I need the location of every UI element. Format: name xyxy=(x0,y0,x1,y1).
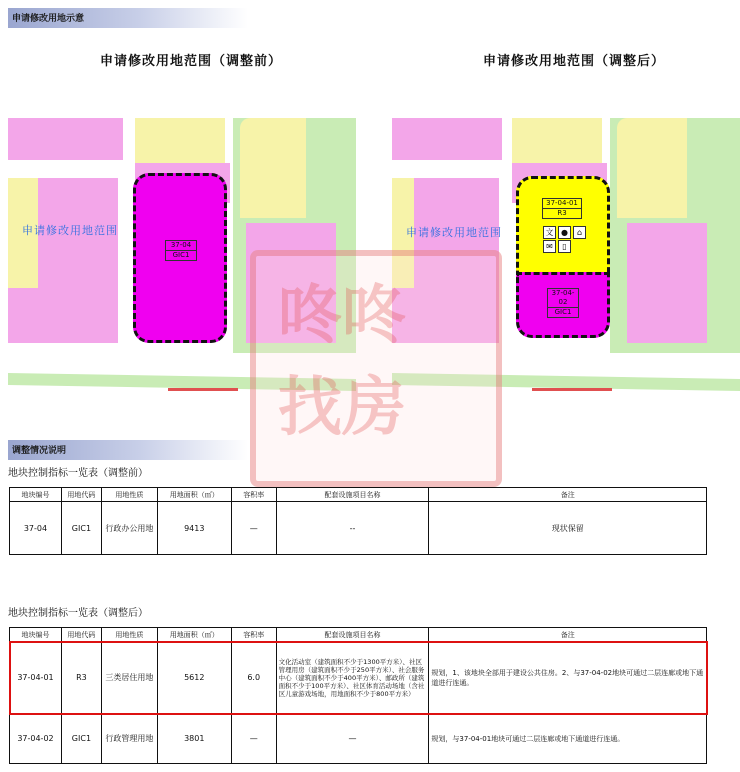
cell: — xyxy=(276,714,429,764)
th-land-nature: 用地性质 xyxy=(101,628,157,642)
table-header-row xyxy=(10,628,707,642)
cell: — xyxy=(231,502,276,555)
th-facilities: 配套设施项目名称 xyxy=(276,628,429,642)
cell: 三类居住用地 xyxy=(101,642,157,714)
cell: -- xyxy=(276,502,429,555)
cell: GIC1 xyxy=(61,714,101,764)
th-area: 用地面积（㎡） xyxy=(157,488,231,502)
cell: 行政管理用地 xyxy=(101,714,157,764)
plot-tag-before xyxy=(165,240,197,261)
cell: 规划，与37-04-01地块可通过二层连廊或地下通道进行连通。 xyxy=(429,714,707,764)
th-land-code: 用地代码 xyxy=(61,488,101,502)
cell: R3 xyxy=(61,642,101,714)
cell: — xyxy=(231,714,276,764)
watermark xyxy=(250,250,502,487)
watermark-line1: 咚咚 xyxy=(278,279,406,353)
th-land-nature: 用地性质 xyxy=(101,488,157,502)
plot-code: GIC1 xyxy=(166,250,196,260)
watermark-line2: 找房 xyxy=(278,371,406,445)
cell: GIC1 xyxy=(61,502,101,555)
th-remarks: 备注 xyxy=(429,628,707,642)
plot-id: 37-04 xyxy=(170,241,192,249)
culture-icon: 文 xyxy=(543,226,556,239)
table-header-row xyxy=(10,488,707,502)
section-title-1: 申请修改用地示意 xyxy=(12,14,85,24)
th-plot-id: 地块编号 xyxy=(10,628,62,642)
cell: 现状保留 xyxy=(429,502,707,555)
plot-b-id: 37-04-02 xyxy=(551,289,575,306)
mail-icon: ✉ xyxy=(543,240,556,253)
plot-tag-b xyxy=(547,288,579,318)
sport-icon: ▯ xyxy=(558,240,571,253)
plot-a-code: R3 xyxy=(543,208,581,218)
map-after-title: 申请修改用地范围（调整后） xyxy=(483,54,666,69)
table-row-highlighted xyxy=(10,642,707,714)
th-facilities: 配套设施项目名称 xyxy=(276,488,429,502)
cell: 5612 xyxy=(157,642,231,714)
table-after-caption: 地块控制指标一览表（调整后） xyxy=(8,608,148,619)
th-land-code: 用地代码 xyxy=(61,628,101,642)
section-title-2: 调整情况说明 xyxy=(12,446,67,456)
cell: 行政办公用地 xyxy=(101,502,157,555)
map-before-title: 申请修改用地范围（调整前） xyxy=(100,54,283,69)
table-row xyxy=(10,714,707,764)
cell: 37-04-02 xyxy=(10,714,62,764)
range-label-after: 申请修改用地范围 xyxy=(406,226,502,239)
section-header-1 xyxy=(8,8,248,28)
plot-b-code: GIC1 xyxy=(548,307,578,317)
table-after xyxy=(9,627,707,764)
house-icon: ⌂ xyxy=(573,226,586,239)
th-far: 容积率 xyxy=(231,488,276,502)
cell: 规划，1、该地块全部用于建设公共住房。2、与37-04-02地块可通过二层连廊或地下通道进行连通。 xyxy=(429,642,707,714)
range-label-before: 申请修改用地范围 xyxy=(22,224,118,237)
cell: 6.0 xyxy=(231,642,276,714)
cell: 9413 xyxy=(157,502,231,555)
th-area: 用地面积（㎡） xyxy=(157,628,231,642)
community-icon: ● xyxy=(558,226,571,239)
plot-a-id: 37-04-01 xyxy=(546,199,578,207)
cell: 37-04-01 xyxy=(10,642,62,714)
table-before xyxy=(9,487,707,555)
th-plot-id: 地块编号 xyxy=(10,488,62,502)
plot-tag-a xyxy=(542,198,582,219)
section-header-2 xyxy=(8,440,248,460)
th-far: 容积率 xyxy=(231,628,276,642)
th-remarks: 备注 xyxy=(429,488,707,502)
cell: 文化活动室（建筑面积不少于1300平方米）、社区管理用房（建筑面积不少于250平方米）、社会服务中心（建筑面积不少于400平方米）、邮政所（建筑面积不少于100平方米）、社区体育活动场地（含社区儿童游戏场地，用地面积不少于800平方米） xyxy=(276,642,429,714)
cell: 3801 xyxy=(157,714,231,764)
table-before-caption: 地块控制指标一览表（调整前） xyxy=(8,468,148,479)
table-row xyxy=(10,502,707,555)
cell: 37-04 xyxy=(10,502,62,555)
